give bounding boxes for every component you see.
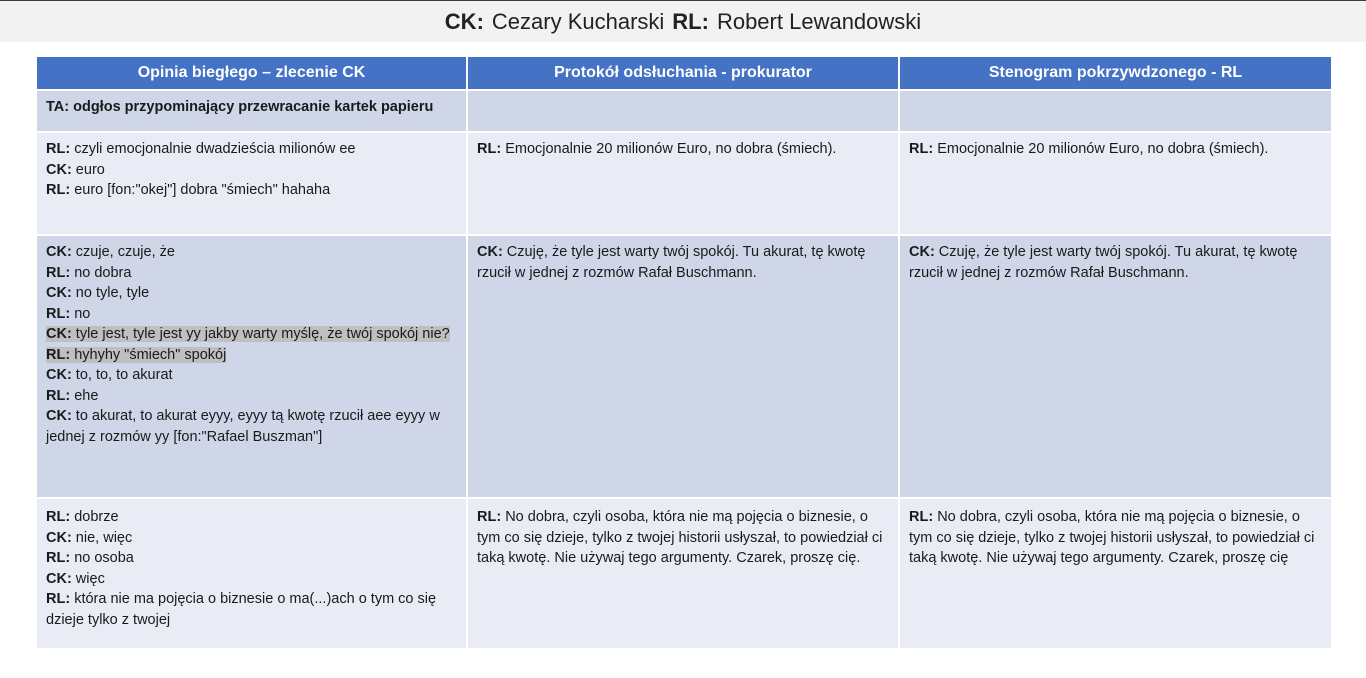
speaker-label: RL:: [46, 182, 71, 198]
transcript-line: [46, 160, 457, 181]
table-row: [36, 132, 1332, 235]
transcript-line: [46, 304, 457, 325]
utterance: tyle jest, tyle jest yy jakby warty myślę, że twój spokój nie?: [71, 326, 450, 342]
transcript-line: [46, 365, 457, 386]
transcript-cell: [36, 498, 467, 649]
utterance: no tyle, tyle: [71, 285, 150, 301]
speaker-label: RL:: [46, 346, 71, 363]
utterance: czyli emocjonalnie dwadzieścia milionów ee: [70, 141, 356, 157]
table-row: [36, 235, 1332, 498]
speaker-label: CK:: [46, 367, 72, 383]
speaker-label: CK:: [46, 326, 72, 342]
utterance: Emocjonalnie 20 milionów Euro, no dobra (śmiech).: [501, 141, 837, 157]
utterance: która nie ma pojęcia o biznesie o ma(...)ach o tym co się dzieje tylko z twojej: [46, 591, 437, 628]
transcript-line: [46, 263, 457, 284]
transcript-line: [46, 139, 457, 160]
table-row: [36, 498, 1332, 649]
utterance: nie, więc: [71, 529, 133, 546]
speaker-label: CK:: [46, 570, 72, 587]
transcript-line: [46, 548, 457, 569]
header-expert-opinion: Opinia biegłego – zlecenie CK: [36, 56, 467, 90]
highlight-mark: [46, 347, 226, 363]
speaker-label: RL:: [46, 387, 71, 404]
transcript-line: [46, 406, 457, 447]
speaker-label: RL:: [46, 509, 71, 525]
transcript-cell: [899, 498, 1332, 649]
utterance: no: [70, 305, 91, 322]
speaker-label: RL:: [909, 141, 934, 157]
ck-abbr: CK:: [444, 8, 484, 34]
transcript-cell: [36, 235, 467, 498]
speaker-label: RL:: [46, 550, 71, 566]
speaker-label: CK:: [46, 408, 72, 424]
transcript-line: [46, 386, 457, 407]
empty-cell: [899, 90, 1332, 132]
transcript-line: [46, 180, 457, 201]
utterance: hyhyhy "śmiech" spokój: [70, 346, 227, 363]
utterance: Czuję, że tyle jest warty twój spokój. Tu akurat, tę kwotę rzucił w jednej z rozmów Rafał Buschmann.: [909, 244, 1298, 281]
transcript-cell: [467, 498, 899, 649]
utterance: to, to, to akurat: [71, 367, 173, 383]
speaker-label: RL:: [46, 591, 71, 607]
speaker-label: RL:: [477, 141, 502, 157]
speaker-label: CK:: [477, 244, 503, 260]
rl-abbr: RL:: [672, 8, 709, 34]
utterance: no dobra: [70, 264, 132, 281]
speaker-label: RL:: [46, 141, 71, 157]
comparison-table: [35, 55, 1333, 650]
speaker-label: CK:: [46, 244, 72, 260]
header-victim-transcript: Stenogram pokrzywdzonego - RL: [899, 56, 1332, 90]
transcript-line: [46, 569, 457, 590]
transcript-cell: [36, 132, 467, 235]
utterance: Czuję, że tyle jest warty twój spokój. Tu akurat, tę kwotę rzucił w jednej z rozmów Rafał Buschmann.: [477, 244, 866, 281]
utterance: więc: [71, 570, 105, 587]
page-title: [0, 0, 1366, 42]
transcript-line: [46, 283, 457, 304]
highlight-mark: [46, 326, 450, 342]
speaker-label: CK:: [46, 285, 72, 301]
speaker-label: RL:: [477, 509, 502, 525]
speaker-label: CK:: [46, 529, 72, 546]
utterance: ehe: [70, 387, 99, 404]
speaker-label: CK:: [909, 244, 935, 260]
transcript-line: [46, 242, 457, 263]
utterance: No dobra, czyli osoba, która nie mą pojęcia o biznesie, o tym co się dzieje, tylko z twojej historii usłyszał, to powiedział ci taką kwotę. Nie używaj tego argumenty. Czarek, proszę cię.: [477, 509, 883, 566]
utterance: dobrze: [70, 509, 119, 525]
utterance: czuje, czuje, że: [71, 244, 175, 260]
ck-name: Cezary Kucharski: [491, 8, 665, 34]
header-prosecutor-protocol: Protokół odsłuchania - prokurator: [467, 56, 899, 90]
rl-name: Robert Lewandowski: [716, 8, 922, 34]
utterance: Emocjonalnie 20 milionów Euro, no dobra (śmiech).: [933, 141, 1269, 157]
utterance: euro [fon:"okej"] dobra "śmiech" hahaha: [70, 182, 331, 198]
transcript-line-highlighted: [46, 345, 457, 366]
transcript-line: [46, 528, 457, 549]
table-header-row: [36, 56, 1332, 90]
ta-note-cell: TA: odgłos przypominający przewracanie kartek papieru: [36, 90, 467, 132]
speaker-label: RL:: [46, 264, 71, 281]
table-row: [36, 90, 1332, 132]
utterance: euro: [71, 161, 105, 178]
speaker-label: RL:: [46, 305, 71, 322]
utterance: No dobra, czyli osoba, która nie mą pojęcia o biznesie, o tym co się dzieje, tylko z twojej historii usłyszał, to powiedział ci taką kwotę. Nie używaj tego argumenty. Czarek, proszę cię: [909, 509, 1315, 566]
utterance: to akurat, to akurat eyyy, eyyy tą kwotę rzucił aee eyyy w jednej z rozmów yy [fon:"Rafael Buszman"]: [46, 408, 440, 445]
transcript-line: [46, 507, 457, 528]
speaker-label: RL:: [909, 509, 934, 525]
speaker-label: CK:: [46, 161, 72, 178]
transcript-line: [46, 589, 457, 630]
transcript-line-highlighted: [46, 324, 457, 345]
transcript-cell: [467, 235, 899, 498]
empty-cell: [467, 90, 899, 132]
transcript-cell: [899, 132, 1332, 235]
utterance: no osoba: [70, 550, 134, 566]
transcript-cell: [467, 132, 899, 235]
transcript-cell: [899, 235, 1332, 498]
